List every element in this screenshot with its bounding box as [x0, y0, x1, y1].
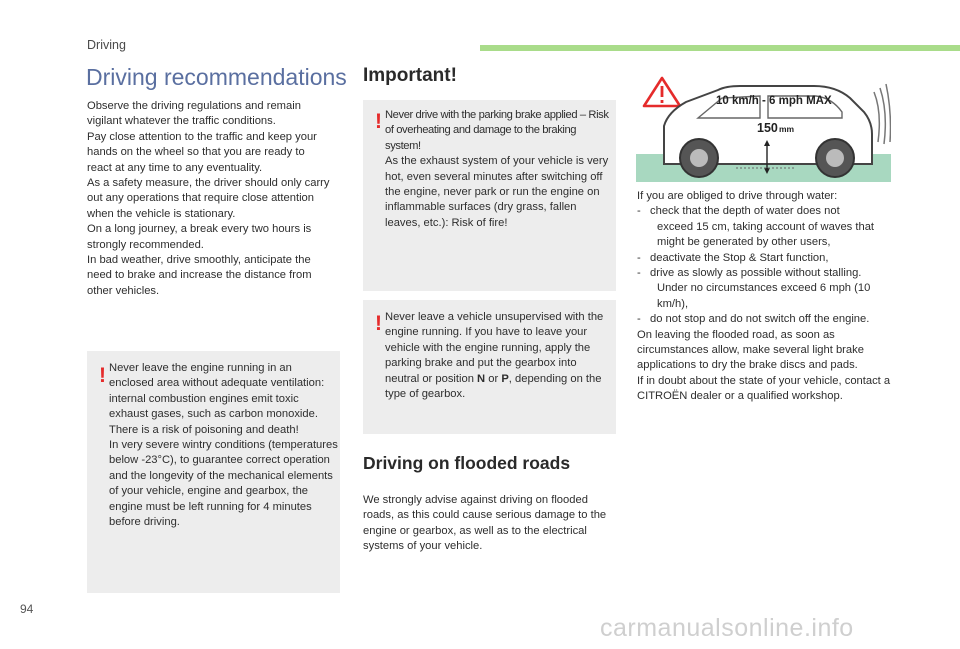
warning-exclamation-icon: !: [375, 312, 382, 335]
list-item-continuation: exceed 15 cm, taking account of waves that might be generated by other users,: [657, 220, 875, 249]
water-advice: [637, 189, 897, 405]
intro-paragraph: As a safety measure, the driver should only carry out any operations that require close attention when the vehicle is stationary.: [87, 177, 330, 220]
speed-label: 10 km/h - 6 mph MAX: [716, 95, 832, 107]
list-dash: -: [637, 251, 641, 264]
warning-paragraph: As the exhaust system of your vehicle is very hot, even several minutes after switching off the engine, never park or run the engine on inflammable surfaces (dry grass, fallen leaves, etc.): Risk of fire!: [385, 155, 609, 229]
warning-text-part: or: [485, 372, 502, 385]
gear-p: P: [501, 372, 509, 385]
intro-text: [87, 99, 332, 299]
important-heading: Important!: [363, 65, 457, 86]
flooded-road-illustration: [636, 72, 891, 182]
unsupervised-warning-text: [385, 310, 613, 402]
depth-unit: mm: [779, 124, 795, 134]
page-title: Driving recommendations: [86, 64, 347, 90]
flooded-text: We strongly advise against driving on flooded roads, as this could cause serious damage to the engine or gearbox, as well as to the electrical systems of your vehicle.: [363, 494, 607, 553]
warning-triangle-icon: [644, 78, 680, 106]
warning-text-part: , depending on the type of gearbox.: [385, 372, 602, 401]
water-advice-paragraph: If in doubt about the state of your vehicle, contact a CITROËN dealer or a qualified workshop.: [637, 374, 891, 403]
list-item-text: drive as slowly as possible without stalling.: [650, 267, 862, 280]
intro-paragraph: Observe the driving regulations and remain vigilant whatever the traffic conditions.: [87, 100, 301, 128]
list-item-text: deactivate the Stop & Start function,: [650, 251, 829, 264]
list-dash: -: [637, 313, 641, 326]
list-item: [637, 266, 897, 312]
engine-warning-text: [109, 361, 338, 530]
brake-warning-text: [385, 108, 611, 231]
list-item-text: do not stop and do not switch off the engine.: [650, 313, 870, 326]
list-item-text: check that the depth of water does not: [650, 205, 840, 218]
intro-paragraph: In bad weather, drive smoothly, anticipate the need to brake and increase the distance from other vehicles.: [87, 254, 312, 297]
gear-n: N: [477, 372, 486, 385]
warning-paragraph: [385, 310, 613, 402]
watermark: carmanualsonline.info: [600, 614, 854, 642]
flooded-heading: Driving on flooded roads: [363, 453, 571, 473]
list-dash: -: [637, 205, 641, 218]
intro-paragraph: On a long journey, a break every two hours is strongly recommended.: [87, 223, 312, 251]
warning-exclamation-icon: !: [375, 110, 382, 133]
depth-value: 150: [757, 121, 778, 135]
intro-paragraph: Pay close attention to the traffic and keep your hands on the wheel so that you are ready to react at any time to any eventuality.: [87, 130, 317, 174]
warning-paragraph: Never leave the engine running in an enclosed area without adequate ventilation: internal combustion engines emit toxic exhaust gases, such as carbon monoxide. There is a risk of poisoning and death!: [109, 362, 325, 436]
list-dash: -: [637, 267, 641, 280]
page-number: 94: [20, 602, 34, 616]
list-item: [637, 204, 897, 250]
list-item: [637, 312, 897, 327]
water-advice-intro: If you are obliged to drive through water:: [637, 190, 838, 202]
list-item-continuation: Under no circumstances exceed 6 mph (10 km/h),: [657, 282, 871, 310]
warning-paragraph: Never drive with the parking brake applied – Risk of overheating and damage to the braking system!: [385, 109, 609, 152]
unsupervised-warning-box: [363, 300, 616, 434]
brake-warning-box: [363, 100, 616, 291]
section-color-bar: [480, 45, 960, 51]
list-item: [637, 251, 897, 266]
engine-warning-box: [87, 351, 340, 593]
water-advice-paragraph: On leaving the flooded road, as soon as circumstances allow, make several light brake applications to dry the brake discs and pads.: [637, 328, 864, 372]
warning-text-part: Never leave a vehicle unsupervised with the engine running. If you have to leave your vehicle with the engine running, apply the parking brake and put the gearbox into neutral or position: [385, 311, 604, 385]
section-label: Driving: [87, 38, 126, 52]
warning-paragraph: In very severe wintry conditions (temperatures below -23°C), to guarantee correct operation and the longevity of the mechanical elements of your vehicle, engine and gearbox, the engine must be left running for 4 minutes before driving.: [109, 439, 338, 529]
warning-exclamation-icon: !: [99, 364, 106, 387]
motion-lines: [874, 84, 891, 144]
